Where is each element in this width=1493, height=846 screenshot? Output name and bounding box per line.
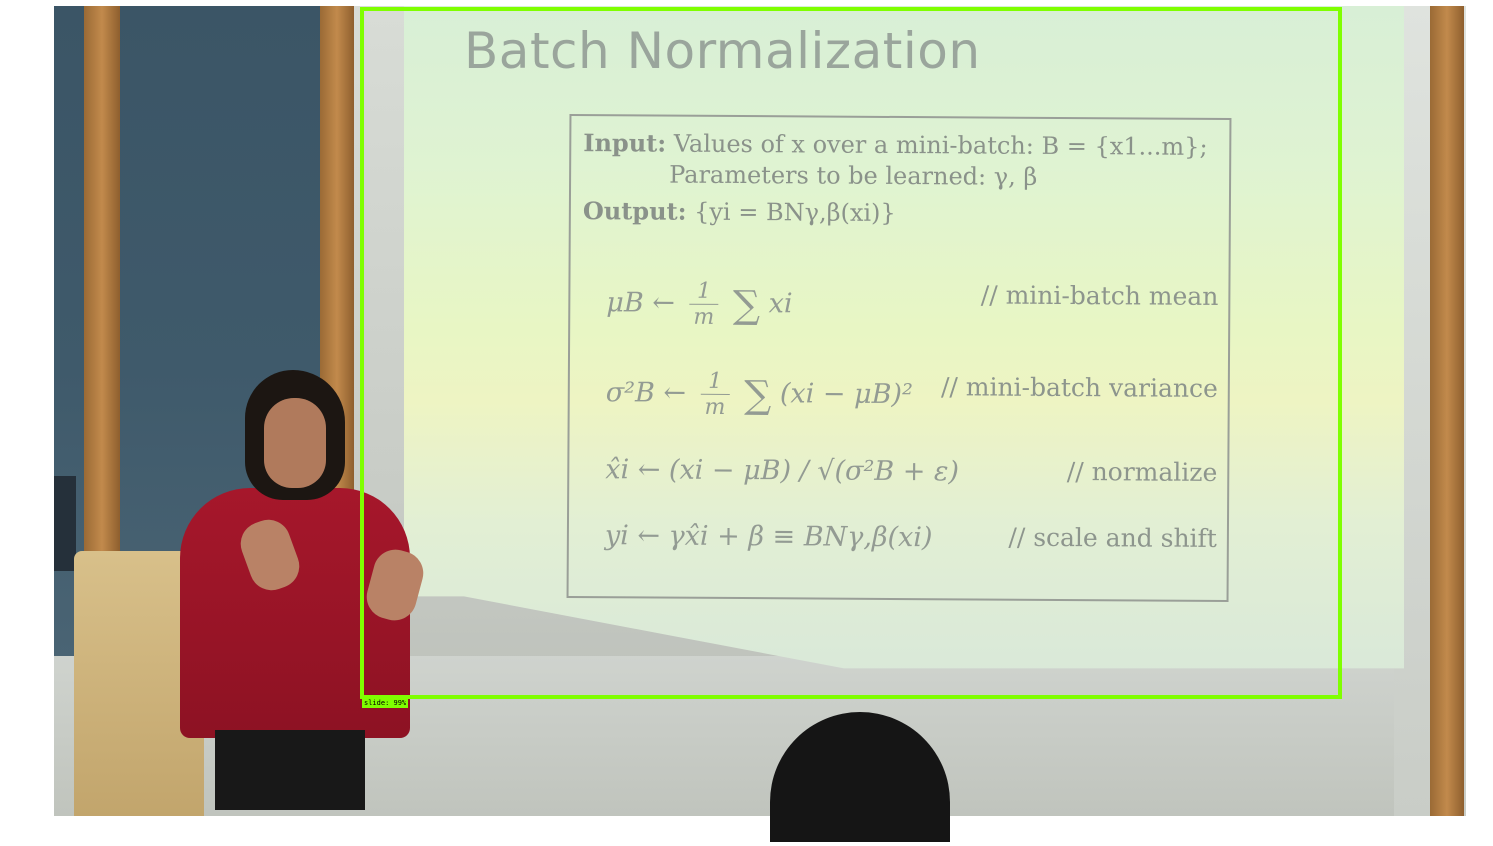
sum-symbol: ∑ — [732, 282, 761, 327]
pants — [215, 730, 365, 810]
input-label: Input: — [583, 128, 667, 158]
detection-label: slide: 99% — [364, 699, 407, 707]
fraction-denominator: m — [693, 304, 715, 330]
mean-rhs: xi — [768, 288, 793, 320]
parameters-line: Parameters to be learned: γ, β — [669, 160, 1038, 191]
face — [264, 398, 326, 488]
detection-bounding-box — [360, 7, 1342, 699]
variance-comment: // mini-batch variance — [940, 372, 1218, 403]
fraction-numerator: 1 — [690, 279, 719, 305]
normalize-comment: // normalize — [1066, 457, 1218, 487]
sum-symbol: ∑ — [744, 372, 772, 417]
input-text: Values of x over a mini-batch: B = {x1...m}; — [673, 129, 1208, 161]
output-label: Output: — [582, 196, 687, 226]
variance-rhs: (xi − μB)² — [779, 378, 913, 411]
normalize-equation: x̂i ← (xi − μB) / √(σ²B + ε) — [605, 454, 960, 488]
laptop — [54, 476, 76, 571]
fraction-numerator: 1 — [701, 369, 730, 395]
wooden-frame-right — [1430, 6, 1464, 816]
slide-title: Batch Normalization — [464, 22, 981, 80]
scale-shift-comment: // scale and shift — [1008, 522, 1217, 553]
mean-comment: // mini-batch mean — [980, 280, 1219, 311]
mean-lhs: μB ← — [606, 287, 676, 319]
fraction-denominator: m — [704, 394, 726, 420]
scale-shift-equation: yi ← γx̂i + β ≡ BNγ,β(xi) — [604, 520, 933, 554]
output-text: {yi = BNγ,β(xi)} — [694, 197, 896, 227]
variance-lhs: σ²B ← — [605, 377, 687, 409]
